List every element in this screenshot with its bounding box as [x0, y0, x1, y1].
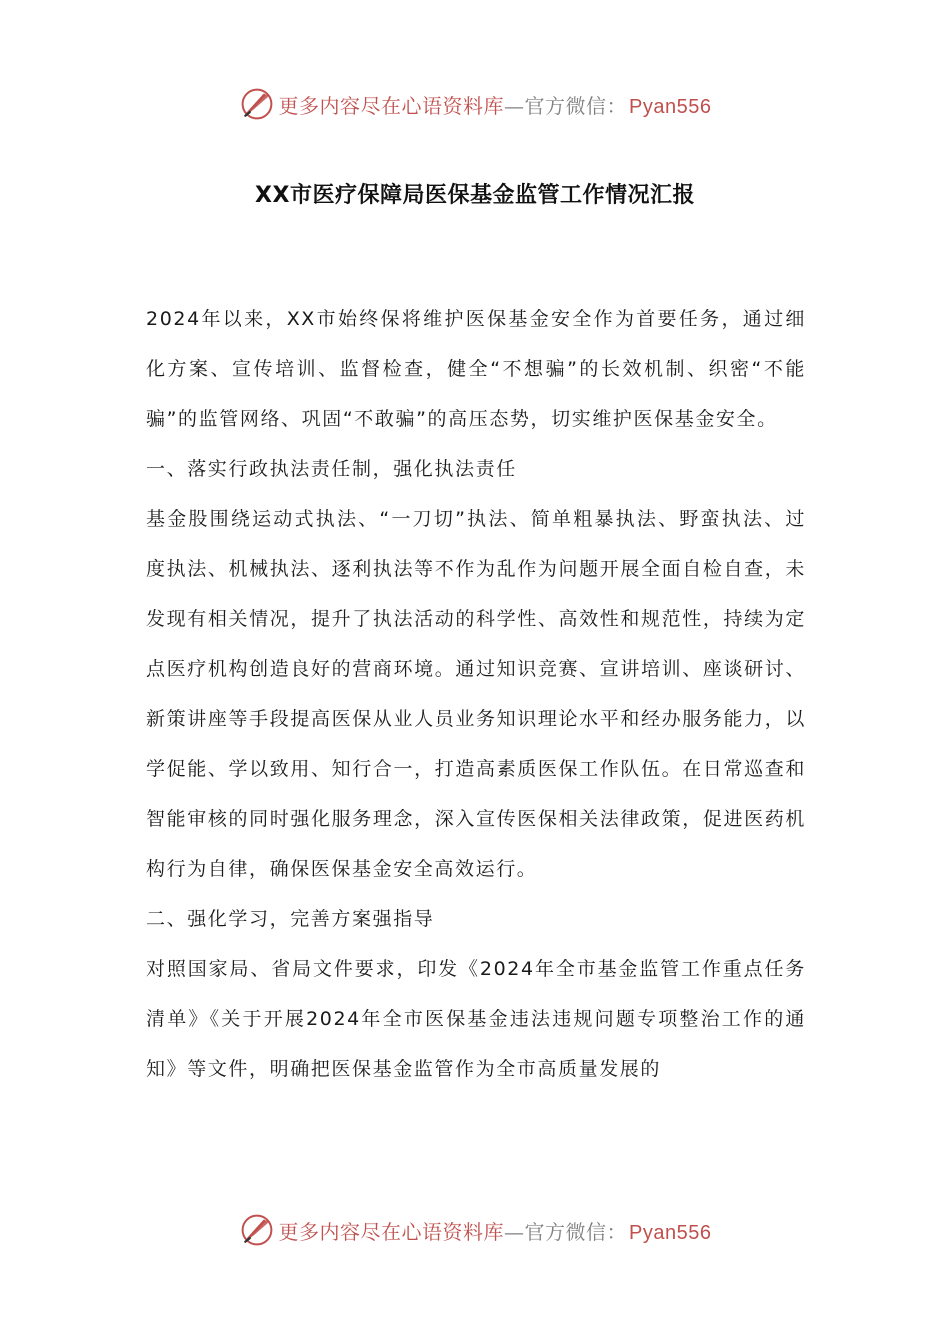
section-heading-2: 二、强化学习，完善方案强指导 — [146, 908, 435, 930]
quill-logo-icon — [239, 86, 275, 122]
watermark-separator: — — [504, 93, 525, 118]
section-paragraph-1: 基金股围绕运动式执法、“一刀切”执法、简单粗暴执法、野蛮执法、过度执法、机械执法、逐利执法等不作为乱作为问题开展全面自检自查，未发现有相关情况，提升了执法活动的科学性、高效性和规范性，持续为定点医疗机构创造良好的营商环境。通过知识竞赛、宣讲培训、座谈研讨、新策讲座等手段提高医保从业人员业务知识理论水平和经办服务能力，以学促能、学以致用、知行合一，打造高素质医保工作队伍。在日常巡查和智能审核的同时强化服务理念，深入宣传医保相关法律政策，促进医药机构行为自律，确保医保基金安全高效运行。 — [146, 508, 806, 880]
watermark-account: Pyan556 — [629, 1221, 712, 1244]
watermark-account: Pyan556 — [629, 95, 712, 118]
quill-logo-icon — [239, 1212, 275, 1248]
watermark-footer — [0, 1210, 950, 1250]
watermark-label: 官方微信： — [524, 1219, 628, 1244]
document-title: XX市医疗保障局医保基金监管工作情况汇报 — [255, 183, 695, 208]
intro-paragraph: 2024年以来，XX市始终保将维护医保基金安全作为首要任务，通过细化方案、宣传培训、监督检查，健全“不想骗”的长效机制、织密“不能骗”的监管网络、巩固“不敢骗”的高压态势，切实维护医保基金安全。 — [146, 308, 806, 430]
watermark-prefix: 更多内容尽在心语资料库 — [278, 93, 505, 118]
watermark-label: 官方微信： — [524, 93, 628, 118]
document-body — [146, 294, 806, 1094]
section-heading-1: 一、落实行政执法责任制，强化执法责任 — [146, 458, 517, 480]
watermark-text — [279, 1216, 712, 1245]
section-paragraph-2: 对照国家局、省局文件要求，印发《2024年全市基金监管工作重点任务清单》《关于开展2024年全市医保基金违法违规问题专项整治工作的通知》等文件，明确把医保基金监管作为全市高质量发展的 — [146, 958, 806, 1080]
watermark-separator: — — [504, 1219, 525, 1244]
watermark-header — [0, 84, 950, 124]
watermark-prefix: 更多内容尽在心语资料库 — [278, 1219, 505, 1244]
watermark-text — [279, 90, 712, 119]
